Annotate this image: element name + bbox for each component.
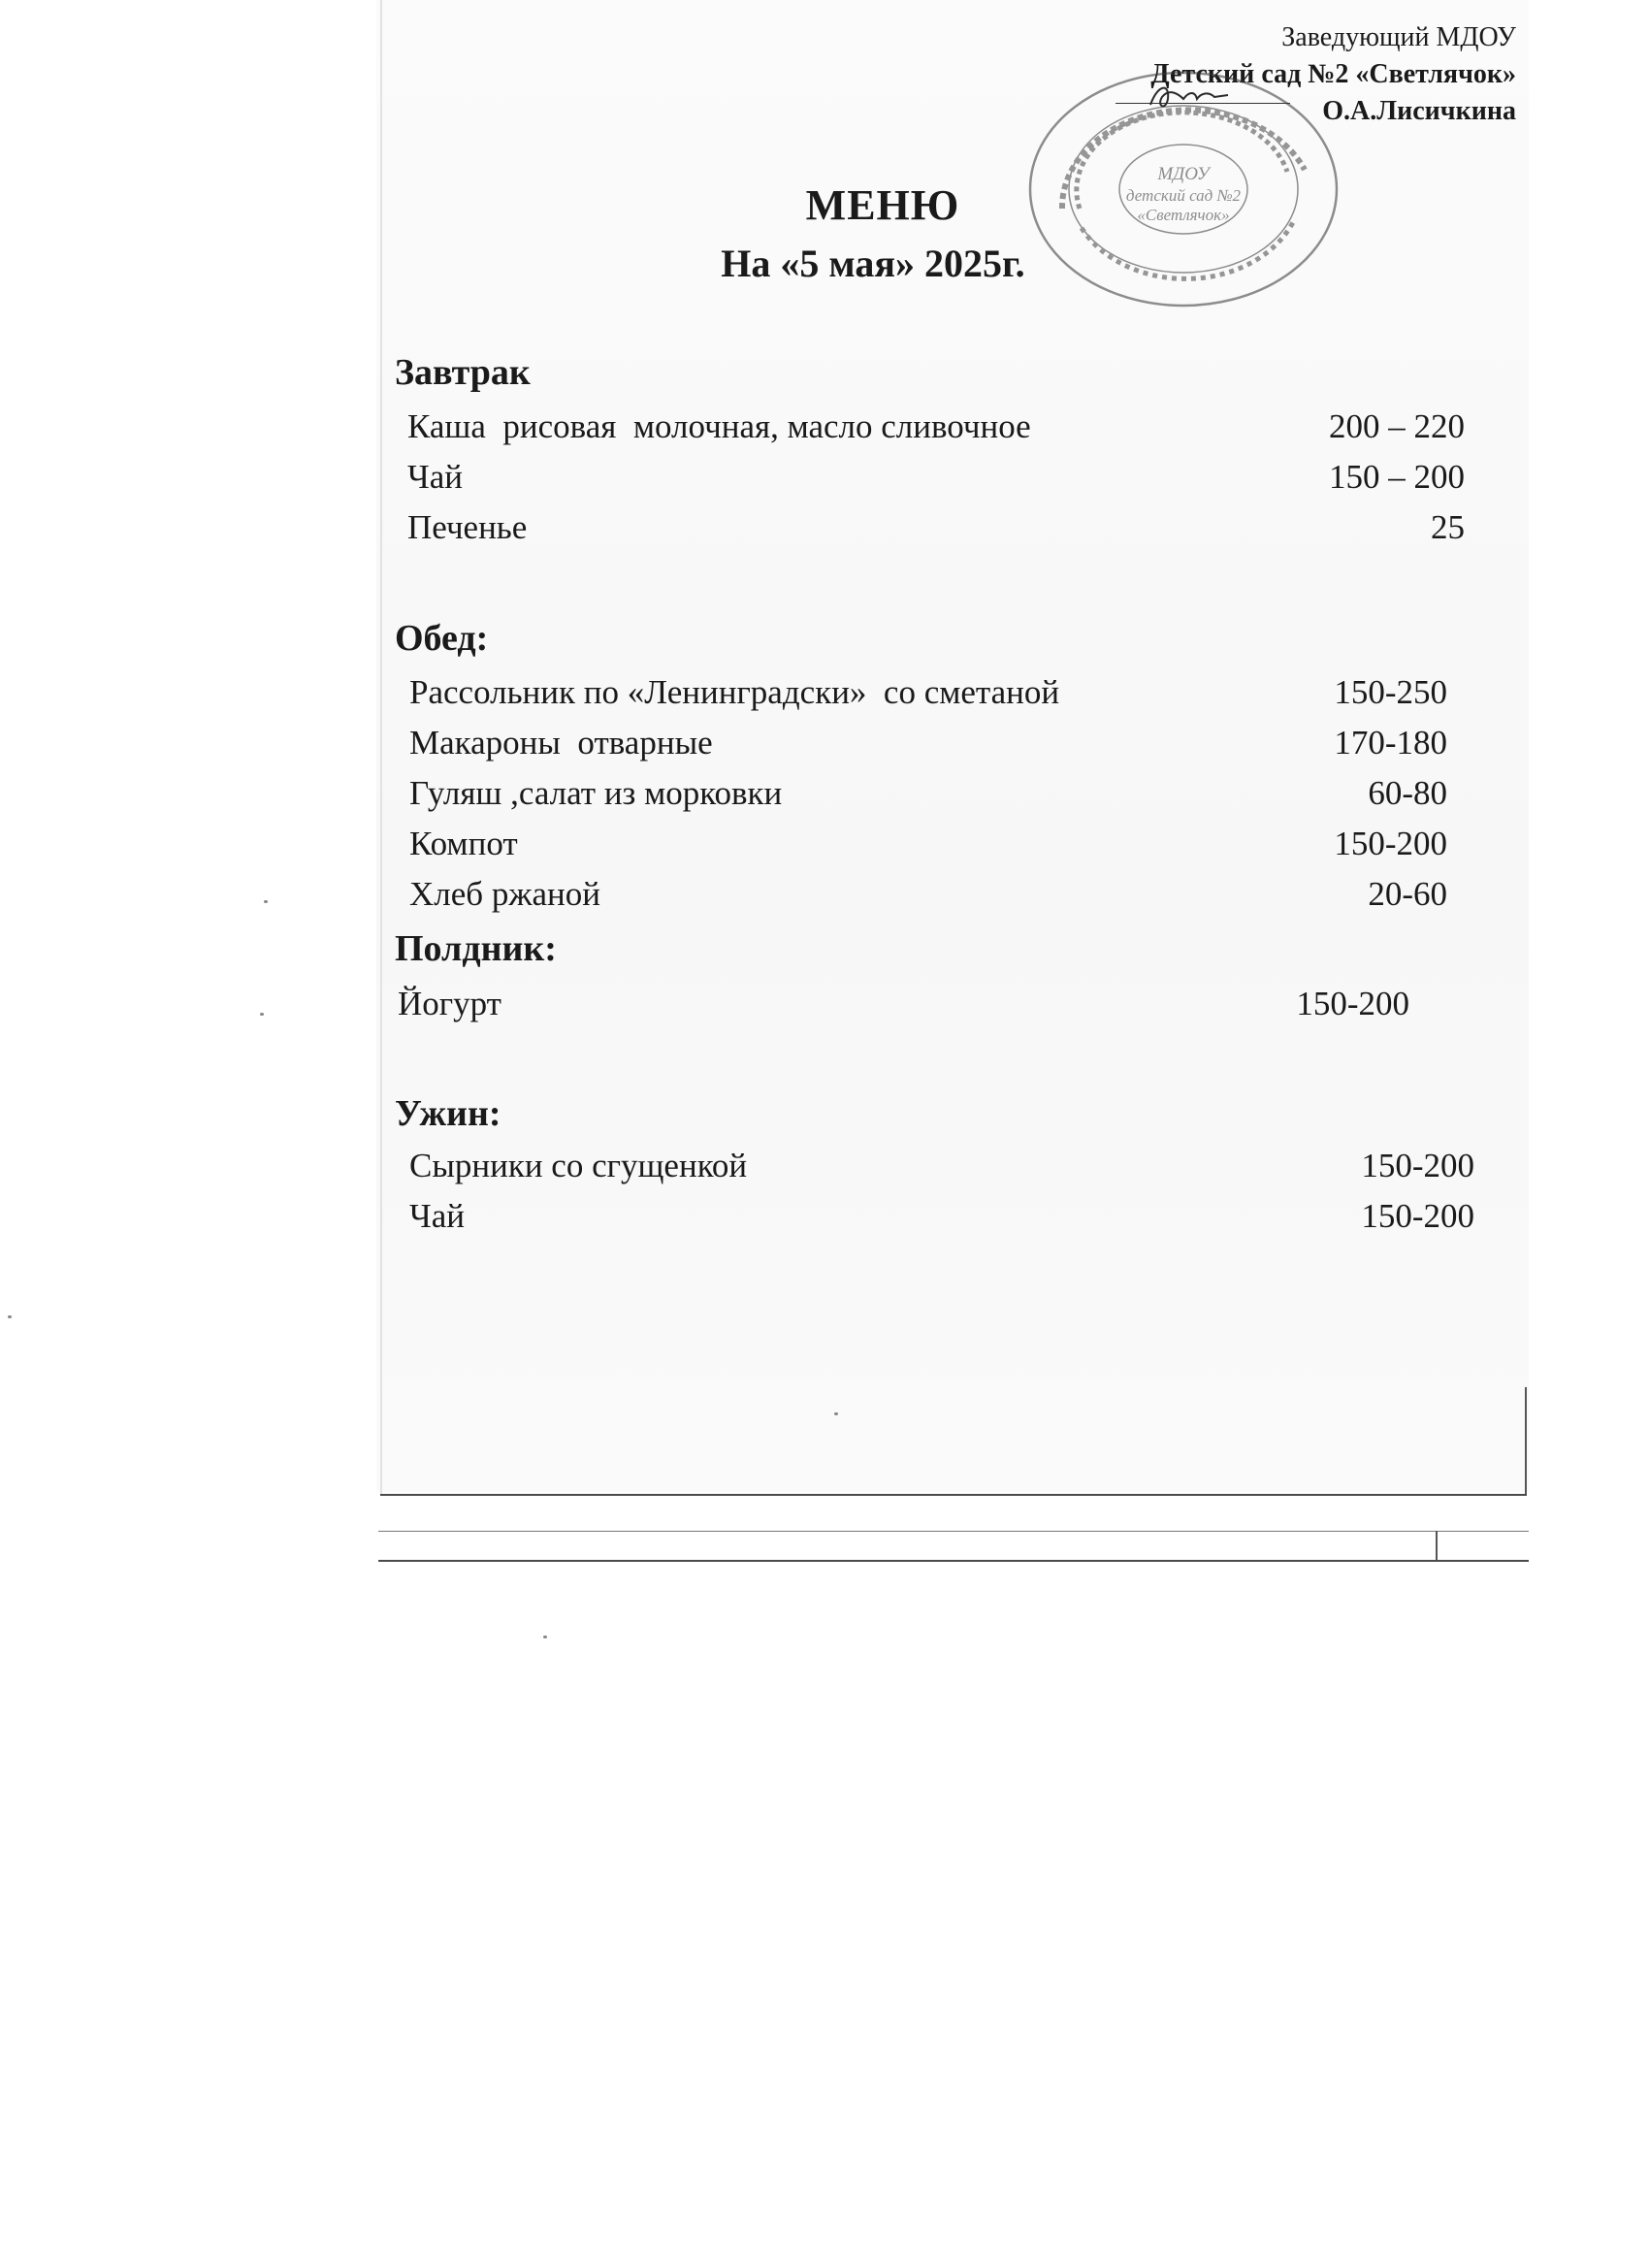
section-lunch-heading: Обед: xyxy=(395,618,489,659)
scan-speck xyxy=(264,900,268,903)
section-snack-heading: Полдник: xyxy=(395,928,557,969)
menu-item-name: Компот xyxy=(409,825,518,862)
scan-speck xyxy=(543,1636,547,1638)
menu-item-qty: 150-200 xyxy=(1361,1147,1474,1184)
menu-item-qty: 20-60 xyxy=(1368,875,1447,913)
menu-item-name: Рассольник по «Ленинградски» со сметаной xyxy=(409,673,1060,711)
seal-line-1: МДОУ xyxy=(1157,164,1210,184)
scan-speck xyxy=(8,1315,12,1318)
menu-item-name: Чай xyxy=(407,458,464,496)
scan-speck xyxy=(260,1013,264,1016)
menu-item-name: Хлеб ржаной xyxy=(409,875,601,913)
seal-line-2: детский сад №2 xyxy=(1125,186,1242,205)
menu-item-qty: 150-200 xyxy=(1334,825,1447,862)
menu-item-qty: 150-200 xyxy=(1361,1197,1474,1235)
menu-item-qty: 170-180 xyxy=(1334,724,1447,761)
menu-date: На «5 мая» 2025г. xyxy=(721,242,1025,285)
bottom-rule-tick xyxy=(1436,1531,1438,1560)
menu-item-name: Печенье xyxy=(407,508,528,546)
menu-item-qty: 150-200 xyxy=(1296,985,1409,1022)
menu-item-name: Йогурт xyxy=(398,985,501,1022)
menu-item-name: Каша рисовая молочная, масло сливочное xyxy=(407,407,1031,445)
menu-item-qty: 25 xyxy=(1431,508,1465,546)
menu-item-name: Макароны отварные xyxy=(409,724,713,761)
section-dinner-heading: Ужин: xyxy=(395,1093,501,1134)
scan-speck xyxy=(834,1412,838,1415)
bottom-rule-3 xyxy=(378,1560,1529,1562)
approval-position: Заведующий МДОУ xyxy=(1281,22,1516,52)
menu-item-qty: 150 – 200 xyxy=(1329,458,1465,496)
approval-director: О.А.Лисичкина xyxy=(1322,96,1516,126)
seal-line-3: «Светлячок» xyxy=(1137,206,1230,224)
menu-title: МЕНЮ xyxy=(805,181,960,229)
menu-item-qty: 200 – 220 xyxy=(1329,407,1465,445)
bottom-rule-2 xyxy=(378,1531,1529,1532)
sheet-right-edge xyxy=(1525,1387,1527,1494)
menu-item-qty: 60-80 xyxy=(1368,774,1447,812)
menu-item-name: Сырники со сгущенкой xyxy=(409,1147,748,1184)
menu-item-name: Гуляш ,салат из морковки xyxy=(409,774,783,812)
menu-item-qty: 150-250 xyxy=(1334,673,1447,711)
bottom-rule-1 xyxy=(380,1494,1527,1496)
section-breakfast-heading: Завтрак xyxy=(395,352,531,393)
approval-organization: Детский сад №2 «Светлячок» xyxy=(1150,59,1516,89)
menu-item-name: Чай xyxy=(409,1197,466,1235)
